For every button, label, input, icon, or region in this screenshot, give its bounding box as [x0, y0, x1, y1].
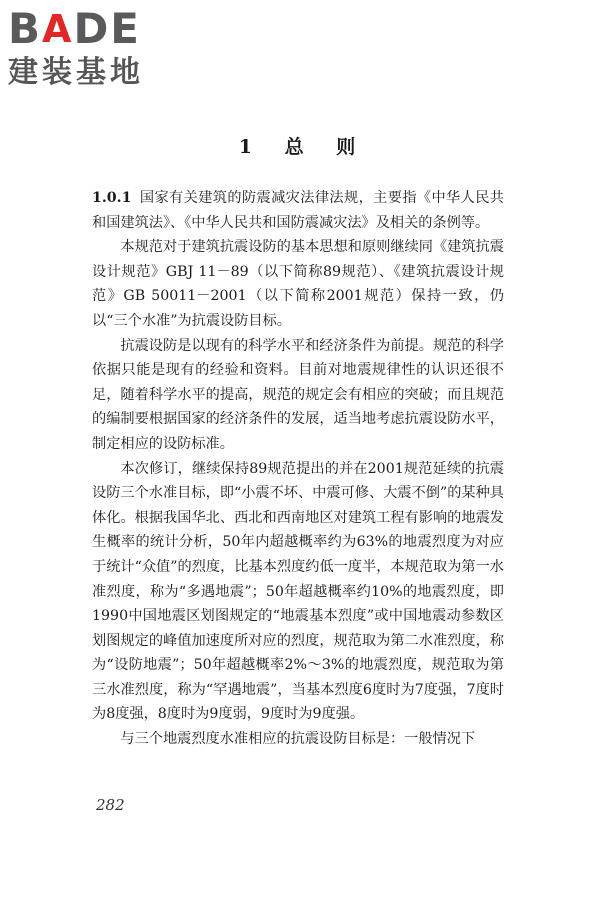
logo-tagline: 建装基地	[8, 55, 144, 90]
chapter-title: 1 总 则	[238, 136, 362, 158]
document-body	[92, 186, 504, 752]
logo-wordmark	[8, 6, 178, 53]
body-paragraph: 本次修订，继续保持89规范提出的并在2001规范延续的抗震设防三个水准目标，即“小震不坏、中震可修、大震不倒”的某种具体化。根据我国华北、西北和西南地区对建筑工程有影响的地震发生概率的统计分析，50年内超越概率约为63%的地震烈度为对应于统计“众值”的烈度，比基本烈度约低一度半，本规范取为第一水准烈度，称为“多遇地震”；50年超越概率约10%的地震烈度，即1990中国地震区划图规定的“地震基本烈度”或中国地震动参数区划图规定的峰值加速度所对应的烈度，规范取为第二水准烈度，称为“设防地震”；50年超越概率2%～3%的地震烈度，规范取为第三水准烈度，称为“罕遇地震”，当基本烈度6度时为7度强，7度时为8度强，8度时为9度弱，9度时为9度强。	[92, 460, 504, 723]
body-paragraph: 本规范对于建筑抗震设防的基本思想和原则继续同《建筑抗震设计规范》GBJ 11－89（以下简称89规范）、《建筑抗震设计规范》GB 50011－2001（以下简称2001规范）保持一致，仍以“三个水准”为抗震设防目标。	[92, 239, 504, 329]
clause-number: 1.0.1	[92, 190, 132, 206]
logo-letter-b: B	[8, 4, 43, 53]
page-number: 282	[96, 796, 125, 814]
logo-letter-a: A	[42, 7, 74, 51]
bade-logo	[8, 6, 178, 91]
clause-text: 国家有关建筑的防震减灾法律法规，主要指《中华人民共和国建筑法》、《中华人民共和国防震减灾法》及相关的条例等。	[92, 190, 504, 231]
logo-letters-de: DE	[73, 4, 141, 53]
clause-paragraph	[92, 186, 504, 235]
body-paragraph: 与三个地震烈度水准相应的抗震设防目标是：一般情况下	[120, 731, 476, 748]
body-paragraph: 抗震设防是以现有的科学水平和经济条件为前提。规范的科学依据只能是现有的经验和资料。目前对地震规律性的认识还很不足，随着科学水平的提高，规范的规定会有相应的突破；而且规范的编制要根据国家的经济条件的发展，适当地考虑抗震设防水平，制定相应的设防标准。	[92, 337, 504, 452]
